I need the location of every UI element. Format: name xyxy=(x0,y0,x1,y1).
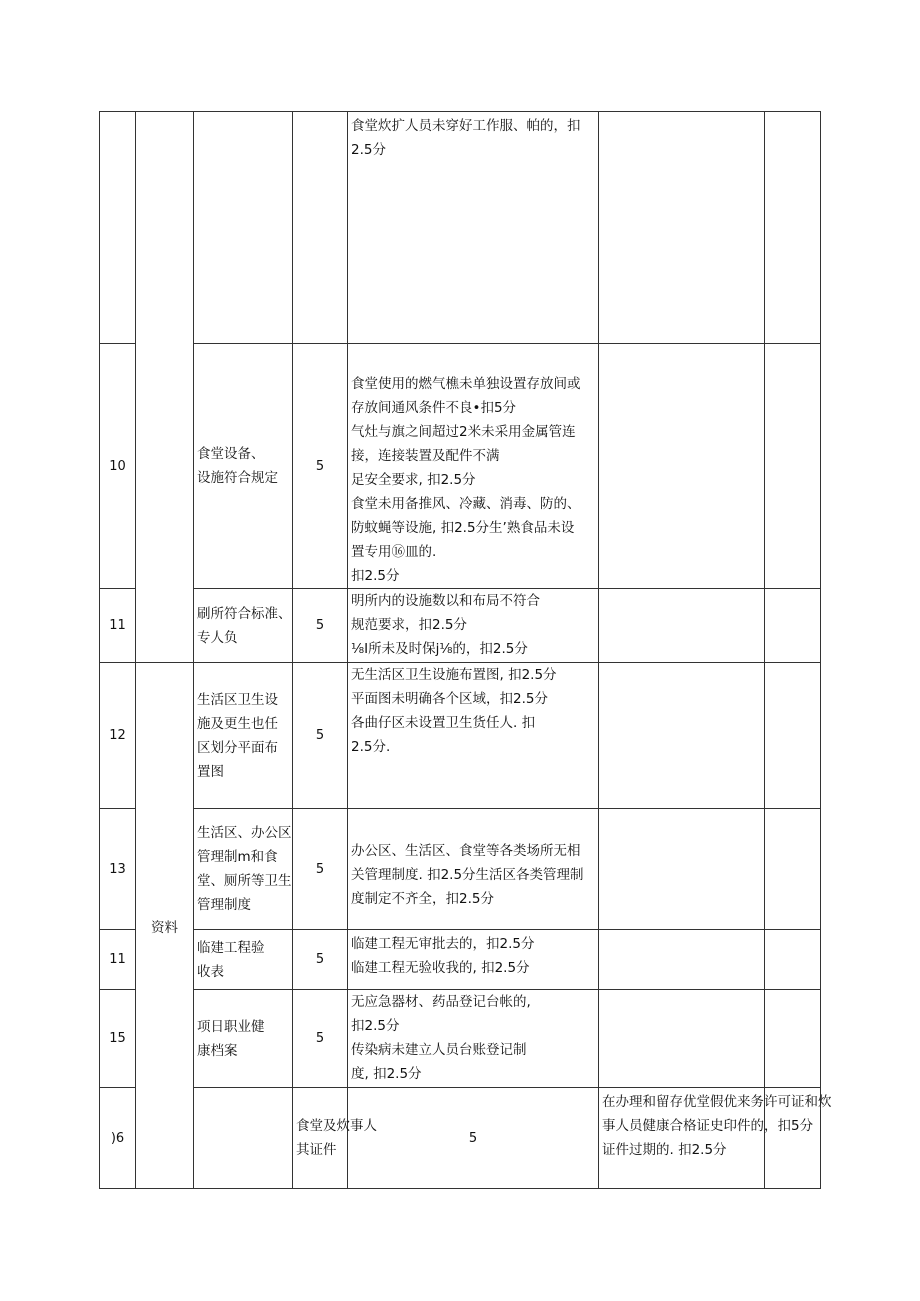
check-item xyxy=(194,990,293,1088)
deduction-criteria xyxy=(348,930,599,990)
deduction-column xyxy=(599,930,765,990)
deduction-column xyxy=(599,344,765,589)
criteria-line: 各曲仔区未设置卫生货任人. 扣 xyxy=(351,715,536,731)
category-cell: 资料 xyxy=(136,663,194,1189)
criteria-line: 传染病未建立人员台账登记制 xyxy=(351,1042,527,1058)
check-item xyxy=(194,809,293,930)
criteria-line: 度制定不齐全，扣2.5分 xyxy=(351,891,494,907)
actual-score-column xyxy=(765,112,821,344)
criteria-line: 食堂使用的燃气樵未单独设置存放间或 xyxy=(351,376,581,392)
deduction-column xyxy=(599,809,765,930)
score-value: 5 xyxy=(293,589,348,663)
item-line: 管理制m和食 xyxy=(197,849,278,865)
row-number xyxy=(100,112,136,344)
criteria-line: 扣2.5分 xyxy=(351,568,400,584)
category-cell-upper xyxy=(136,112,194,663)
deduction-criteria xyxy=(348,344,599,589)
item-line: 刷所符合标准、 xyxy=(197,605,292,622)
item-line: 管理制度 xyxy=(197,897,251,913)
table-row xyxy=(100,930,821,990)
table-row xyxy=(100,1088,821,1189)
deduction-criteria xyxy=(348,589,599,663)
criteria-line: 无生活区卫生设施布置图, 扣2.5分 xyxy=(351,667,557,683)
check-item xyxy=(194,663,293,809)
table-row xyxy=(100,809,821,930)
row-number: 12 xyxy=(100,663,136,809)
table-row xyxy=(100,344,821,589)
criteria-line: 置专用⑯皿的. xyxy=(351,544,437,560)
deduction-column xyxy=(599,112,765,344)
item-line: 专人负 xyxy=(197,629,238,646)
deduction-criteria xyxy=(348,990,599,1088)
criteria-line: 接，连接装置及配件不满 xyxy=(351,448,500,464)
criteria-line: ⅛I所未及时保j⅛的，扣2.5分 xyxy=(351,641,528,657)
criteria-line: 临建工程无审批去的，扣2.5分 xyxy=(351,936,535,952)
item-line: 设施符合规定 xyxy=(197,470,278,486)
item-line: 康档案 xyxy=(197,1042,238,1059)
table-row xyxy=(100,663,821,809)
item-line: 临建工程验 xyxy=(197,939,265,956)
criteria-line: 存放间通风条件不良•扣5分 xyxy=(351,400,517,416)
actual-score-column xyxy=(765,930,821,990)
row-number: 10 xyxy=(100,344,136,589)
criteria-line: 临建工程无验收我的, 扣2.5分 xyxy=(351,960,530,976)
actual-score-column xyxy=(765,990,821,1088)
criteria-line: 平面图未明确各个区域，扣2.5分 xyxy=(351,691,548,707)
criteria-line: 无应急器材、药品登记台帐的, xyxy=(351,994,531,1010)
actual-score-column xyxy=(765,809,821,930)
criteria-line: 气灶与旗之间超过2米未采用金属管连 xyxy=(351,424,576,440)
score-value: 5 xyxy=(293,809,348,930)
table-row xyxy=(100,990,821,1088)
criteria-line: 足安全要求, 扣2.5分 xyxy=(351,472,476,488)
check-item xyxy=(194,930,293,990)
item-line: 区划分平面布 xyxy=(197,739,278,756)
criteria-line: 关管理制度. 扣2.5分生活区各类管理制 xyxy=(351,867,584,883)
criteria-line: 度, 扣2.5分 xyxy=(351,1066,422,1082)
row-number: 11 xyxy=(100,589,136,663)
deduction-criteria xyxy=(348,809,599,930)
criteria-line: 规范要求，扣2.5分 xyxy=(351,617,467,633)
actual-score-column xyxy=(765,589,821,663)
criteria-line: 证件过期的. 扣2.5分 xyxy=(602,1142,727,1158)
check-item xyxy=(293,1088,377,1189)
table-row xyxy=(100,589,821,663)
criteria-line: 食堂未用备推风、冷藏、消毒、防的、 xyxy=(351,496,581,512)
criteria-line: 防蚊蝇等设施, 扣2.5分生’熟食品未设 xyxy=(351,520,575,536)
score-value: 5 xyxy=(293,990,348,1088)
deduction-column xyxy=(599,589,765,663)
item-line: 生活区卫生设 xyxy=(197,691,278,708)
criteria-line: 2.5分. xyxy=(351,739,391,755)
actual-score-column xyxy=(765,344,821,589)
item-line: 食堂及炊事人 xyxy=(296,1118,377,1134)
deduction-column xyxy=(599,663,765,809)
score-value: 5 xyxy=(348,1088,599,1189)
deduction-criteria xyxy=(599,1088,832,1189)
deduction-criteria xyxy=(348,663,599,809)
check-item xyxy=(194,344,293,589)
item-line: 食堂设备、 xyxy=(197,446,265,462)
item-line: 项日职业健 xyxy=(197,1018,265,1035)
score-value: 5 xyxy=(293,930,348,990)
item-line: 置图 xyxy=(197,763,224,780)
score-value xyxy=(293,112,348,344)
criteria-line: 2.5分 xyxy=(351,142,386,158)
actual-score-column xyxy=(765,663,821,809)
item-line: 堂、厕所等卫生 xyxy=(197,873,292,889)
item-line: 生活区、办公区 xyxy=(197,825,292,841)
check-item xyxy=(194,589,293,663)
score-value: 5 xyxy=(293,663,348,809)
row-number: 13 xyxy=(100,809,136,930)
criteria-line: 明所内的设施数以和布局不符合 xyxy=(351,593,540,609)
row-number: 11 xyxy=(100,930,136,990)
row-number: 15 xyxy=(100,990,136,1088)
criteria-line: 事人员健康合格证史印件的，扣5分 xyxy=(602,1118,814,1134)
criteria-line: 在办理和留存优堂假优来务许可证和炊 xyxy=(602,1094,832,1110)
deduction-criteria xyxy=(348,112,599,344)
score-value: 5 xyxy=(293,344,348,589)
item-line: 其证件 xyxy=(296,1142,337,1158)
check-item xyxy=(194,112,293,344)
row-number: )6 xyxy=(100,1088,136,1189)
inspection-table xyxy=(99,111,832,1189)
item-line: 收表 xyxy=(197,963,224,980)
item-line: 施及更生也任 xyxy=(197,715,278,732)
table-row xyxy=(100,112,821,344)
criteria-line: 办公区、生活区、食堂等各类场所无相 xyxy=(351,843,581,859)
criteria-line: 食堂炊扩人员未穿好工作服、帕的，扣 xyxy=(351,118,581,134)
deduction-column xyxy=(599,990,765,1088)
category-cell-lower xyxy=(194,1088,293,1189)
criteria-line: 扣2.5分 xyxy=(351,1018,400,1034)
